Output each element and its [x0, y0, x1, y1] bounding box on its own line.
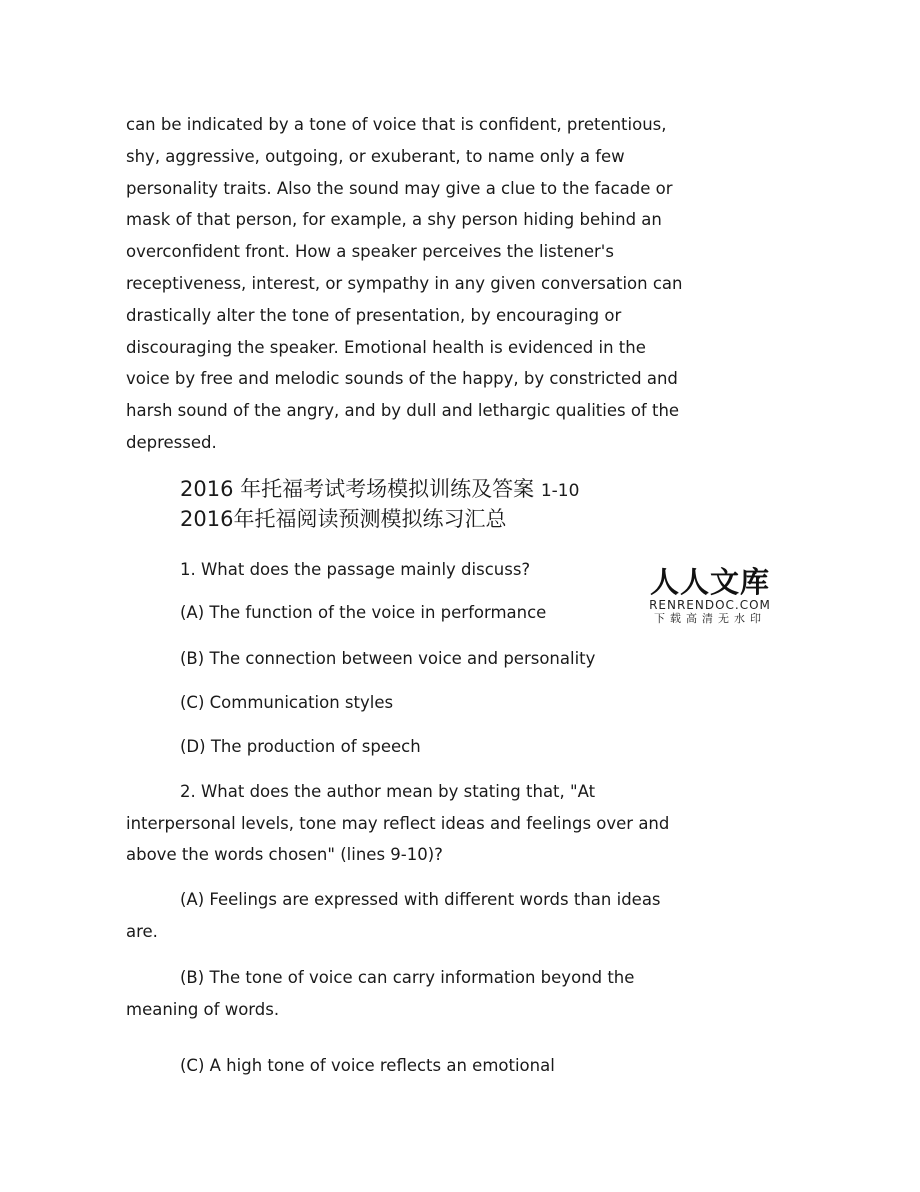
question-2-option-b-line: meaning of words.	[126, 999, 280, 1019]
question-2-prompt-line: 2. What does the author mean by stating that, "At	[180, 782, 596, 801]
passage-line: receptiveness, interest, or sympathy in any given conversation can	[126, 273, 683, 293]
passage-line: personality traits. Also the sound may give a clue to the facade or	[126, 178, 673, 198]
question-2-option-a-line: are.	[126, 921, 158, 941]
question-2-prompt-line: above the words chosen" (lines 9-10)?	[126, 845, 443, 864]
question-2-option-b-line: (B) The tone of voice can carry information beyond the	[180, 968, 635, 987]
passage-line: voice by free and melodic sounds of the happy, by constricted and	[126, 369, 678, 389]
passage-line: discouraging the speaker. Emotional health is evidenced in the	[126, 337, 646, 357]
passage-line: depressed.	[126, 432, 217, 452]
question-2-option-a-line: (A) Feelings are expressed with different words than ideas	[180, 890, 661, 909]
passage-line: shy, aggressive, outgoing, or exuberant, to name only a few	[126, 146, 625, 166]
question-1-option-c: (C) Communication styles	[180, 693, 394, 712]
renrendoc-watermark-logo	[645, 566, 775, 626]
passage-line: mask of that person, for example, a shy person hiding behind an	[126, 210, 662, 230]
question-1-option-b: (B) The connection between voice and personality	[180, 649, 596, 668]
question-1-option-a: (A) The function of the voice in performance	[180, 603, 547, 622]
related-link-reading-forecast-text[interactable]: 2016年托福阅读预测模拟练习汇总	[180, 507, 507, 531]
question-1-prompt: 1. What does the passage mainly discuss?	[180, 560, 531, 579]
question-2-option-c	[126, 1050, 555, 1082]
passage-line: harsh sound of the angry, and by dull and lethargic qualities of the	[126, 401, 680, 421]
passage-line: can be indicated by a tone of voice that is confident, pretentious,	[126, 115, 667, 134]
watermark-subtitle: 下载高清无水印	[654, 612, 766, 625]
question-2-option-b	[126, 962, 634, 1025]
watermark-domain: RENRENDOC.COM	[649, 598, 771, 612]
question-2-option-a	[126, 884, 661, 947]
related-link-mock-exam[interactable]	[180, 474, 579, 506]
question-2-prompt	[126, 776, 669, 871]
related-link-mock-exam-range[interactable]: 1-10	[540, 481, 580, 501]
passage-line: overconfident front. How a speaker perceives the listener's	[126, 242, 614, 262]
related-link-mock-exam-text[interactable]: 2016 年托福考试考场模拟训练及答案	[180, 477, 535, 501]
passage-paragraph	[126, 109, 706, 459]
question-1-option-d: (D) The production of speech	[180, 737, 421, 756]
related-link-reading-forecast[interactable]	[180, 504, 506, 534]
question-2-prompt-line: interpersonal levels, tone may reflect ideas and feelings over and	[126, 813, 670, 833]
watermark-title: 人人文库	[649, 565, 770, 599]
passage-line: drastically alter the tone of presentation, by encouraging or	[126, 305, 622, 325]
question-2-option-c-line: (C) A high tone of voice reflects an emotional	[180, 1056, 555, 1075]
